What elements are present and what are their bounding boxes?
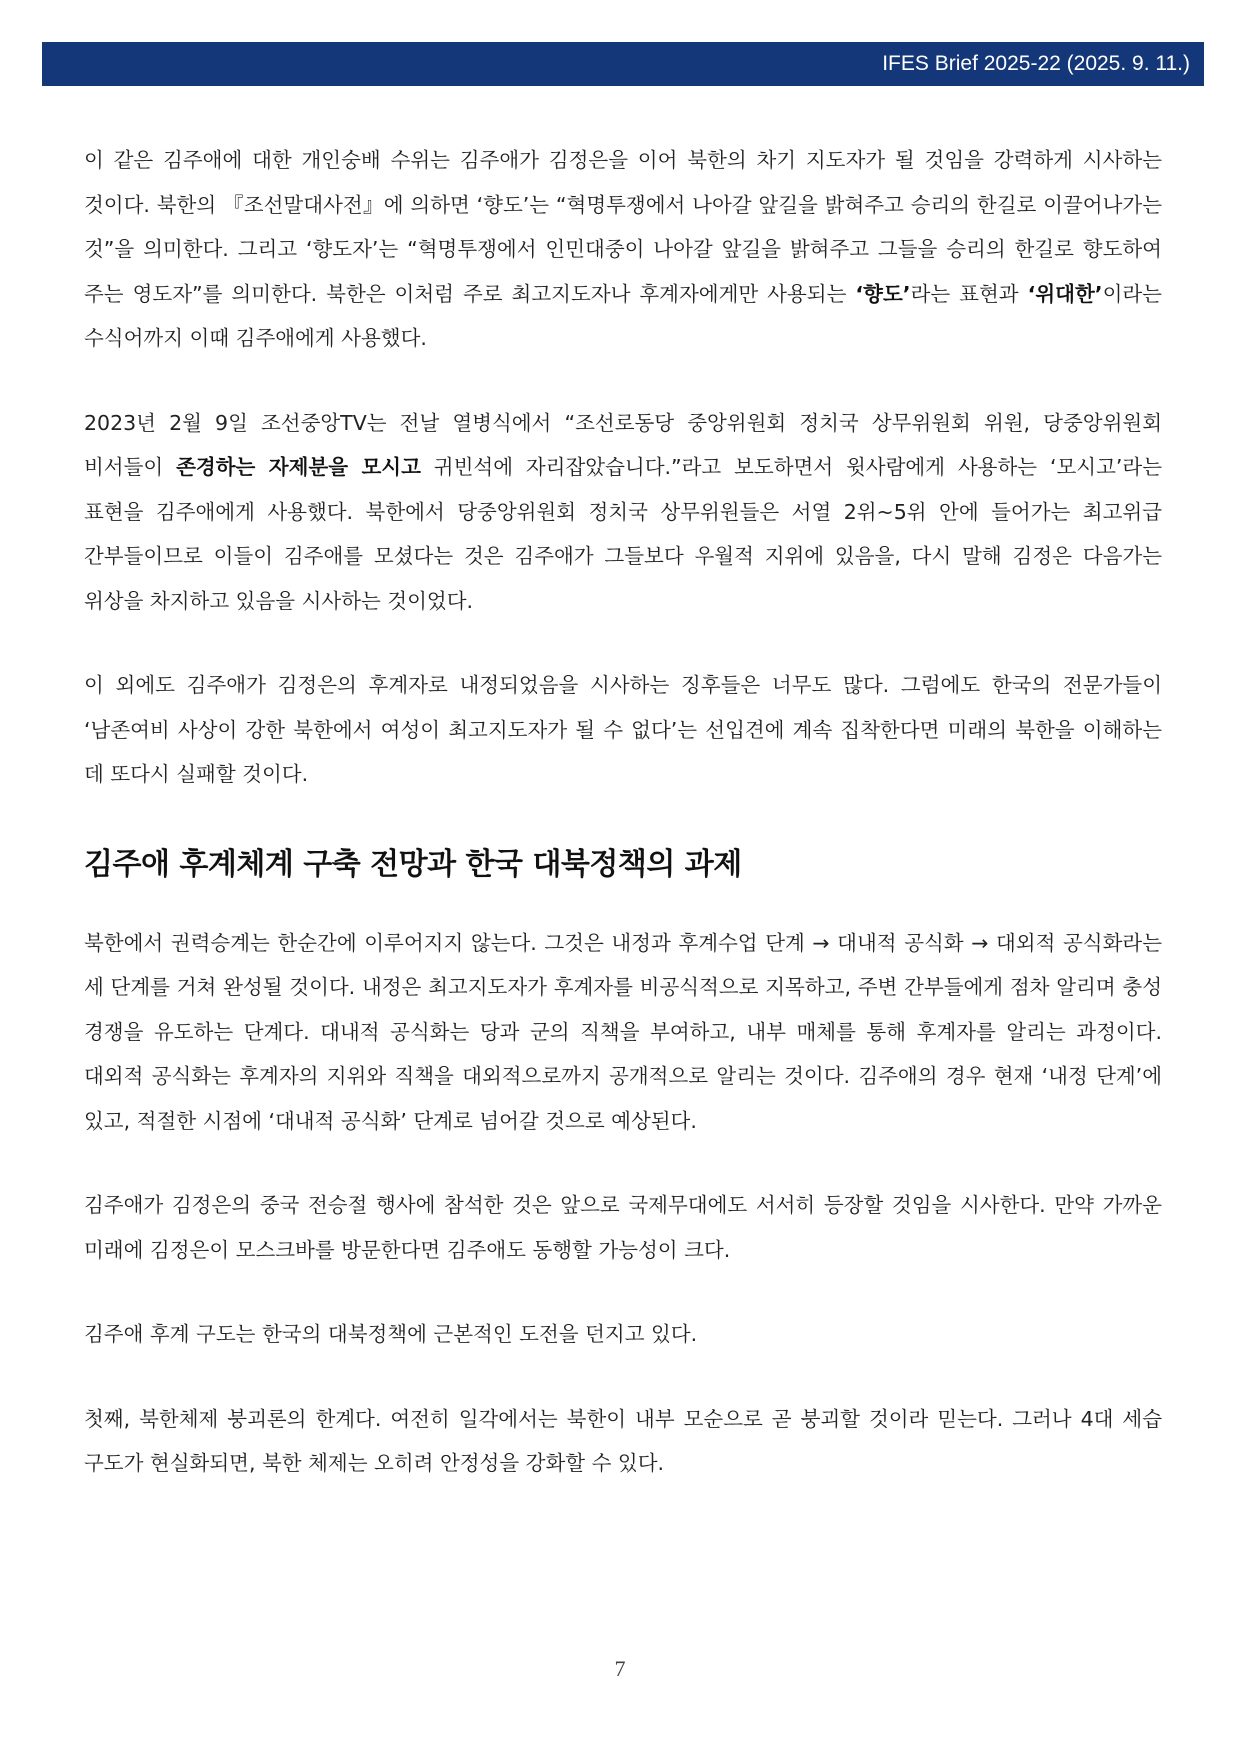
paragraph-2-text-1: 2023년 2월 9일 조선중앙TV는 전날 열병식에서 “조선로동당 중앙위원회 정치국 상무위원회 위원, 당중앙위원회 비서들이 — [84, 410, 1162, 479]
section-heading: 김주애 후계체계 구축 전망과 한국 대북정책의 과제 — [84, 846, 742, 882]
header-bar — [42, 42, 1204, 86]
paragraph-6: 김주애 후계 구도는 한국의 대북정책에 근본적인 도전을 던지고 있다. — [84, 1322, 698, 1346]
paragraph-2-text-2: 귀빈석에 자리잡았습니다.”라고 보도하면서 윗사람에게 사용하는 ‘모시고’라는 표현을 김주애에게 사용했다. 북한에서 당중앙위원회 정치국 상무위원들은 서열 2위~5위 안에 들어가는 최고위급 간부들이므로 이들이 김주애를 모셨다는 것은 김주애가 그들보다 우월적 지위에 있음을, 다시 말해 김정은 다음가는 위상을 차지하고 있음을 시사하는 것이었다. — [84, 455, 1163, 613]
paragraph-1-text-1: 이 같은 김주애에 대한 개인숭배 수위는 김주애가 김정은을 이어 북한의 차기 지도자가 될 것임을 강력하게 시사하는 것이다. 북한의 『조선말대사전』에 의하면 ‘향도’는 “혁명투쟁에서 나아갈 앞길을 밝혀주고 승리의 한길로 이끌어나가는 것”을 의미한다. 그리고 ‘향도자’는 “혁명투쟁에서 인민대중이 나아갈 앞길을 밝혀주고 그들을 승리의 한길로 향도하여 주는 영도자”를 의미한다. 북한은 이처럼 주로 최고지도자나 후계자에게만 사용되는 — [84, 148, 1162, 306]
paragraph-2 — [84, 401, 1162, 624]
paragraph-1-bold-1: ‘향도’ — [855, 281, 911, 306]
brief-label: IFES Brief 2025-22 (2025. 9. 11.) — [882, 52, 1190, 75]
paragraph-1 — [84, 138, 1162, 361]
page-number: 7 — [614, 1656, 626, 1681]
paragraph-1-text-2: 라는 표현과 — [910, 281, 1028, 306]
paragraph-5: 김주애가 김정은의 중국 전승절 행사에 참석한 것은 앞으로 국제무대에도 서서히 등장할 것임을 시사한다. 만약 가까운 미래에 김정은이 모스크바를 방문한다면 김주애도 동행할 가능성이 크다. — [84, 1193, 1162, 1262]
paragraph-3: 이 외에도 김주애가 김정은의 후계자로 내정되었음을 시사하는 징후들은 너무도 많다. 그럼에도 한국의 전문가들이 ‘남존여비 사상이 강한 북한에서 여성이 최고지도자가 될 수 없다’는 선입견에 계속 집착한다면 미래의 북한을 이해하는 데 또다시 실패할 것이다. — [84, 673, 1162, 786]
paragraph-4: 북한에서 권력승계는 한순간에 이루어지지 않는다. 그것은 내정과 후계수업 단계 → 대내적 공식화 → 대외적 공식화라는 세 단계를 거쳐 완성될 것이다. 내정은 최고지도자가 후계자를 비공식적으로 지목하고, 주변 간부들에게 점차 알리며 충성 경쟁을 유도하는 단계다. 대내적 공식화는 당과 군의 직책을 부여하고, 내부 매체를 통해 후계자를 알리는 과정이다. 대외적 공식화는 후계자의 지위와 직책을 대외적으로까지 공개적으로 알리는 것이다. 김주애의 경우 현재 ‘내정 단계’에 있고, 적절한 시점에 ‘대내적 공식화’ 단계로 넘어갈 것으로 예상된다. — [84, 930, 1162, 1133]
document-body — [84, 138, 1162, 1486]
paragraph-7: 첫째, 북한체제 붕괴론의 한계다. 여전히 일각에서는 북한이 내부 모순으로 곧 붕괴할 것이라 믿는다. 그러나 4대 세습 구도가 현실화되면, 북한 체제는 오히려 안정성을 강화할 수 있다. — [84, 1406, 1162, 1475]
paragraph-2-bold-1: 존경하는 자제분을 모시고 — [176, 455, 421, 479]
paragraph-1-text-3: 이라는 수식어까지 이때 김주애에게 사용했다. — [84, 281, 1162, 350]
paragraph-1-bold-2: ‘위대한’ — [1027, 281, 1103, 306]
